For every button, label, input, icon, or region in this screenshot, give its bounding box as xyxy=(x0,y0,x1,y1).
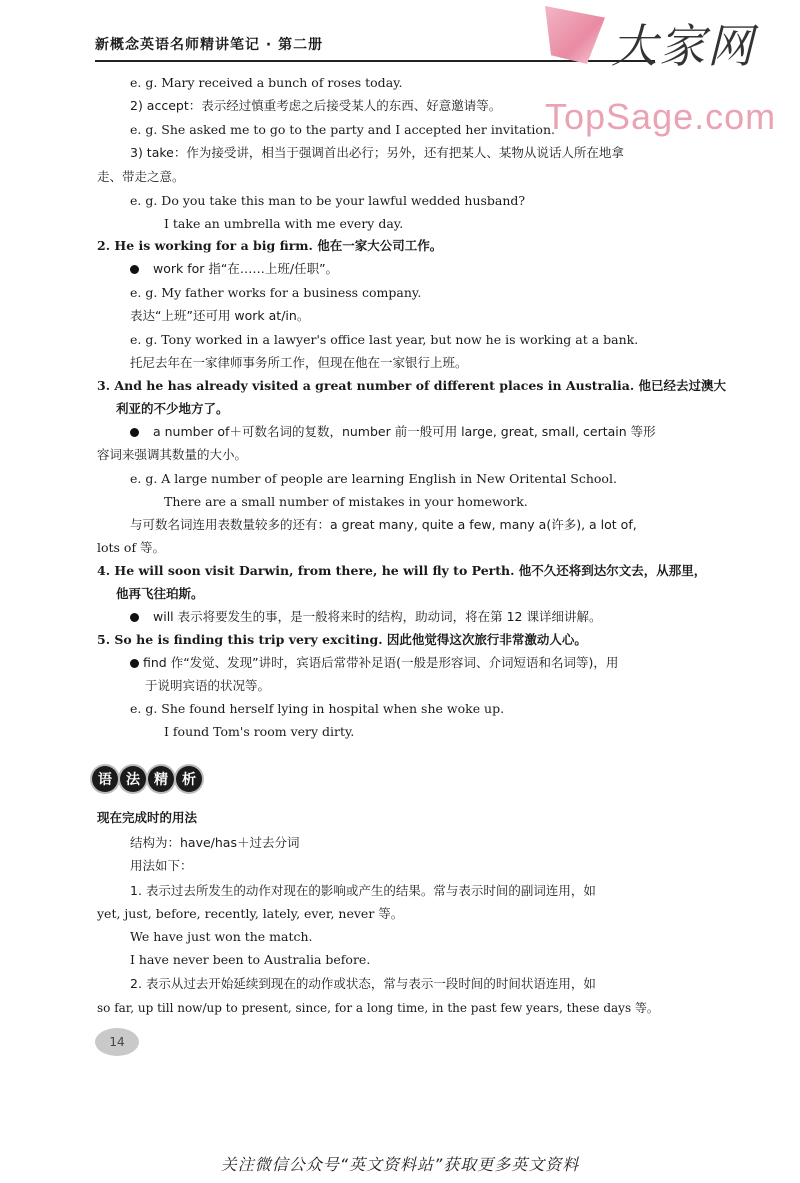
text-line: yet, just, before, recently, lately, ever, never 等。 xyxy=(97,906,404,921)
watermark-brand-en: TopSage.com xyxy=(545,96,777,137)
subsection-title: 现在完成时的用法 xyxy=(97,810,198,825)
text-line: lots of 等。 xyxy=(97,540,166,555)
text-line: 3) take：作为接受讲，相当于强调首出必行；另外，还有把某人、某物从说话人所在地拿 xyxy=(130,145,624,160)
section-badge xyxy=(92,766,202,792)
example-line: e. g. She asked me to go to the party and I accepted her invitation. xyxy=(130,122,555,137)
numbered-heading-cont: 他再飞往珀斯。 xyxy=(116,586,204,601)
text-line: 走、带走之意。 xyxy=(97,169,185,184)
numbered-heading: 4. He will soon visit Darwin, from there, he will fly to Perth. 他不久还将到达尔文去，从那里， xyxy=(97,563,707,578)
bullet-icon xyxy=(130,265,139,274)
text-line: 容词来强调其数量的大小。 xyxy=(97,447,248,462)
text-line: 托尼去年在一家律师事务所工作，但现在他在一家银行上班。 xyxy=(130,355,468,370)
text-line: 1. 表示过去所发生的动作对现在的影响或产生的结果。常与表示时间的副词连用，如 xyxy=(130,883,596,898)
example-line: e. g. She found herself lying in hospital when she woke up. xyxy=(130,701,505,716)
bullet-line: a number of＋可数名词的复数，number 前一般可用 large, great, small, certain 等形 xyxy=(130,424,656,440)
example-line: e. g. My father works for a business company. xyxy=(130,285,422,300)
example-line: I take an umbrella with me every day. xyxy=(164,216,404,231)
section-badge-char: 精 xyxy=(148,766,174,792)
example-line: I found Tom's room very dirty. xyxy=(164,724,355,739)
numbered-heading-cont: 利亚的不少地方了。 xyxy=(116,401,229,416)
watermark-brand-cn: 大家网 xyxy=(611,19,755,73)
example-line: We have just won the match. xyxy=(130,929,313,944)
page-number: 14 xyxy=(95,1028,139,1056)
numbered-heading: 3. And he has already visited a great number of different places in Australia. 他已经去过澳大 xyxy=(97,378,727,393)
bullet-icon xyxy=(130,659,139,668)
numbered-heading: 2. He is working for a big firm. 他在一家大公司工作。 xyxy=(97,238,443,253)
example-line: e. g. A large number of people are learning English in New Oritental School. xyxy=(130,471,617,486)
text-line: 与可数名词连用表数量较多的还有：a great many, quite a few, many a(许多), a lot of, xyxy=(130,517,637,532)
book-title: 新概念英语名师精讲笔记 · 第二册 xyxy=(95,37,324,53)
bullet-line: will 表示将要发生的事，是一般将来时的结构，助动词，将在第 12 课详细讲解。 xyxy=(130,609,601,625)
text-line: 结构为：have/has＋过去分词 xyxy=(130,835,300,850)
bullet-icon xyxy=(130,613,139,622)
text-line: so far, up till now/up to present, since, for a long time, in the past few years, these days 等。 xyxy=(97,1001,659,1015)
example-line: e. g. Do you take this man to be your lawful wedded husband? xyxy=(130,193,526,208)
section-badge-char: 语 xyxy=(92,766,118,792)
text-line: 2. 表示从过去开始延续到现在的动作或状态，常与表示一段时间的时间状语连用，如 xyxy=(130,976,596,991)
section-badge-char: 析 xyxy=(176,766,202,792)
bullet-line: find 作“发觉、发现”讲时，宾语后常带补足语(一般是形容词、介词短语和名词等)，用 xyxy=(130,655,618,671)
bullet-line: work for 指“在……上班/任职”。 xyxy=(130,261,338,277)
section-badge-char: 法 xyxy=(120,766,146,792)
example-line: e. g. Tony worked in a lawyer's office last year, but now he is working at a bank. xyxy=(130,332,639,347)
example-line: e. g. Mary received a bunch of roses today. xyxy=(130,75,403,90)
example-line: There are a small number of mistakes in your homework. xyxy=(164,494,528,509)
text-line: 表达“上班”还可用 work at/in。 xyxy=(130,308,310,323)
text-line: 2) accept：表示经过慎重考虑之后接受某人的东西、好意邀请等。 xyxy=(130,98,502,113)
text-line: 于说明宾语的状况等。 xyxy=(145,678,271,693)
bullet-icon xyxy=(130,428,139,437)
example-line: I have never been to Australia before. xyxy=(130,952,371,967)
numbered-heading: 5. So he is finding this trip very exciting. 因此他觉得这次旅行非常激动人心。 xyxy=(97,632,587,647)
footer-note: 关注微信公众号“英文资料站”获取更多英文资料 xyxy=(220,1155,580,1174)
text-line: 用法如下： xyxy=(130,858,193,873)
